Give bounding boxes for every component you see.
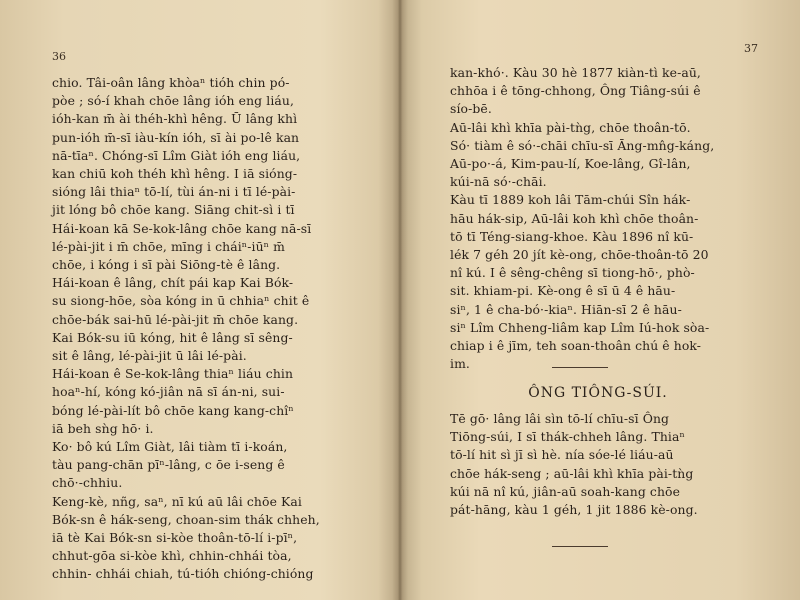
page-number-right: 37 [744,42,758,55]
right-page [402,0,800,600]
section-heading: ÔNG TIÔNG-SÚI. [528,385,668,401]
section-divider-bottom [552,546,608,547]
right-page-text-top: kan-khó·. Kàu 30 hè 1877 kiàn-tì ke-aū, chhōa i ê tōng-chhong, Ông Tiâng-súi ê sío-bē. Aū-lâi khì khīa pài-tǹg, chōe thoân-tō. Só· tiàm ê só·-chāi chīu-sī Āng-mn̂g-káng, Aū-po·-á, Kim-pau-lí, Koe-lâng, Gî-lân, kúi-nā só·-chāi. Kàu tī 1889 koh lâi Tām-chúi Sîn hák- hāu hák-sip, Aū-lâi koh khì chōe thoân- tō tī Téng-siang-khoe. Kàu 1896 nî kū- lék 7 géh 20 jít kè-ong, chōe-thoân-tō 20 nî kú. I ê sêng-chêng sī tiong-hō·, phò- sit. khiam-pi. Kè-ong ê sī ū 4 ê hāu- siⁿ, 1 ê cha-bó·-kiaⁿ. Hiān-sī 2 ê hāu- siⁿ Lîm Chheng-liâm kap Lîm Iú-hok sòa- chiap i ê jīm, teh soan-thoân chú ê hok- im. [450,65,715,372]
left-page-text: chio. Tâi-oân lâng khòaⁿ tióh chin pó- pòe ; só-í khah chōe lâng ióh eng liáu, ióh-kan m̄ ài théh-khì hêng. Ū lâng khì pun-ióh m̄-sī iàu-kín ióh, sī ài po-lê kan nā-tīaⁿ. Chóng-sī Lîm Giàt ióh eng liáu, kan chiū koh théh khì hêng. I iā sióng- sióng lâi thiaⁿ tō-lí, tùi án-ni i tī lé-pài- jit lóng bô chōe kang. Siāng chit-sì i tī Hái-koan kā Se-kok-lâng chōe kang nā-sī lé-pài-jit i m̄ chōe, mīng i cháiⁿ-iūⁿ m̄ chōe, i kóng i sī pài Siōng-tè ê lâng. Hái-koan ê lâng, chít pái kap Kai Bók- su siong-hōe, sòa kóng in ū chhiaⁿ chit ê chōe-bák sai-hū lé-pài-jit m̄ chōe kang. Kai Bók-su iū kóng, hit ê lâng sī sêng- sit ê lâng, lé-pài-jit ū lâi lé-pài. Hái-koan ê Se-kok-lâng thiaⁿ liáu chin hoaⁿ-hí, kóng kó-jiân nā sī án-ni, sui- bóng lé-pài-lít bô chōe kang kang-chîⁿ iā beh sǹg hō· i. Ko· bô kú Lîm Giàt, lâi tiàm tī i-koán, tàu pang-chān pīⁿ-lâng, c ōe i-seng ê chō·-chhiu. Keng-kè, nñg, saⁿ, nī kú aū lâi chōe Kai Bók-sn ê hák-seng, choan-sim thák chheh, iā tè Kai Bók-sn si-kòe thoân-tō-lí i-pīⁿ, chhut-gōa si-kòe khì, chhin-chhái tòa, chhin- chhái chiah, tú-tióh chióng-chióng [52,75,320,582]
right-page-text-bottom: Tē gō· lâng lâi sìn tō-lí chīu-sī Ông Tiōng-súi, I sī thák-chheh lâng. Thiaⁿ tō-lí hit sì jī sì hè. nía sóe-lé liáu-aū chōe hák-seng ; aū-lâi khì khīa pài-tǹg kúi nā nî kú, jiân-aū soah-kang chōe pát-hāng, kàu 1 géh, 1 jit 1886 kè-ong. [450,411,698,518]
left-page [0,0,398,600]
section-divider-top [552,367,608,368]
page-number-left: 36 [52,50,66,63]
